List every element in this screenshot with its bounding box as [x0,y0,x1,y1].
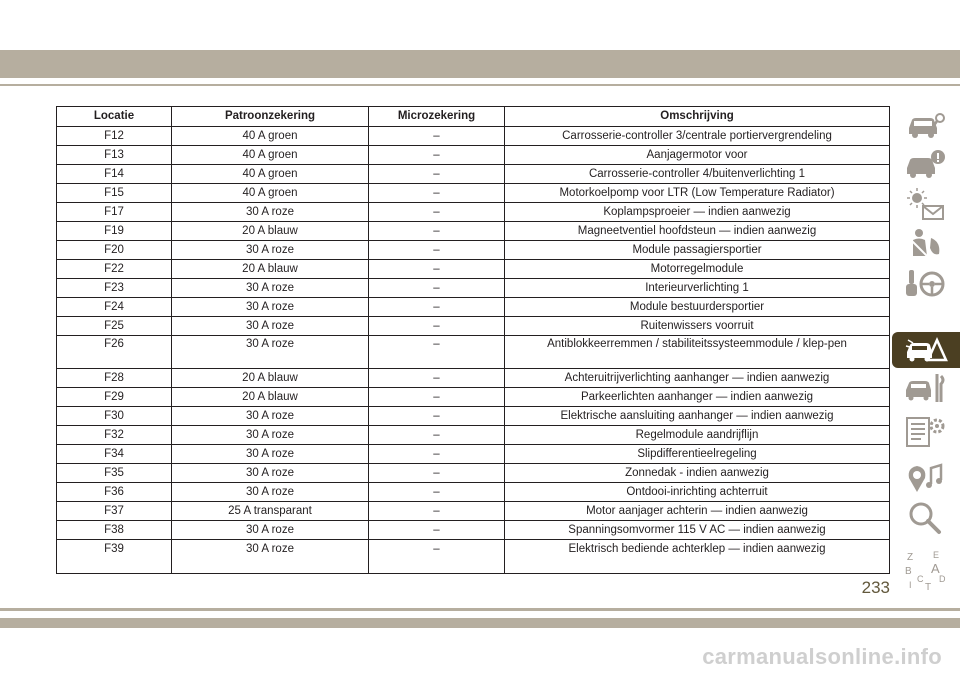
cell-location: F39 [57,540,172,574]
cell-cartridge-fuse: 40 A groen [172,184,369,203]
table-row [57,260,890,279]
cell-description: Ontdooi-inrichting achterruit [505,483,890,502]
cell-location: F36 [57,483,172,502]
cell-micro-fuse: – [369,502,505,521]
cell-location: F14 [57,165,172,184]
cell-micro-fuse: – [369,407,505,426]
cell-description: Spanningsomvormer 115 V AC — indien aanwezig [505,521,890,540]
cell-micro-fuse: – [369,146,505,165]
cell-description: Parkeerlichten aanhanger — indien aanwezig [505,388,890,407]
table-row [57,146,890,165]
cell-cartridge-fuse: 40 A groen [172,146,369,165]
cell-cartridge-fuse: 20 A blauw [172,388,369,407]
tab-specifications[interactable] [890,414,960,450]
cell-location: F34 [57,445,172,464]
table-row [57,279,890,298]
cell-micro-fuse: – [369,336,505,369]
table-row [57,184,890,203]
alphabet-index-icon [903,548,947,592]
table-row [57,369,890,388]
cell-location: F37 [57,502,172,521]
svg-text:D: D [939,574,946,584]
table-row [57,483,890,502]
fuse-table [56,106,890,574]
table-row [57,165,890,184]
tab-car-key[interactable] [890,106,960,142]
multimedia-navigation-icon [903,460,947,496]
header-location: Locatie [57,107,172,127]
cell-location: F23 [57,279,172,298]
fuse-table-body [57,127,890,574]
header-cartridge-fuse: Patroonzekering [172,107,369,127]
table-row [57,298,890,317]
header-micro-fuse: Microzekering [369,107,505,127]
cell-description: Magneetventiel hoofdsteun — indien aanwezig [505,222,890,241]
chapter-sidebar [890,100,960,610]
steering-wheel-start-icon [903,266,947,302]
cell-description: Aanjagermotor voor [505,146,890,165]
cell-location: F32 [57,426,172,445]
cell-location: F26 [57,336,172,369]
cell-location: F17 [57,203,172,222]
page-number: 233 [861,578,890,597]
cell-cartridge-fuse: 20 A blauw [172,260,369,279]
search-magnifier-icon [903,500,947,536]
table-row [57,426,890,445]
cell-micro-fuse: – [369,464,505,483]
tab-safety[interactable] [890,226,960,262]
cell-location: F20 [57,241,172,260]
cell-description: Koplampsproeier — indien aanwezig [505,203,890,222]
cell-micro-fuse: – [369,184,505,203]
cell-cartridge-fuse: 30 A roze [172,336,369,369]
cell-cartridge-fuse: 30 A roze [172,317,369,336]
table-row [57,241,890,260]
cell-cartridge-fuse: 40 A groen [172,165,369,184]
cell-description: Motor aanjager achterin — indien aanwezig [505,502,890,521]
cell-cartridge-fuse: 30 A roze [172,407,369,426]
tab-starting-driving[interactable] [890,266,960,302]
cell-description: Motorkoelpomp voor LTR (Low Temperature Radiator) [505,184,890,203]
cell-cartridge-fuse: 30 A roze [172,241,369,260]
cell-micro-fuse: – [369,222,505,241]
cell-micro-fuse: – [369,279,505,298]
cell-cartridge-fuse: 30 A roze [172,521,369,540]
cell-description: Motorregelmodule [505,260,890,279]
table-row [57,388,890,407]
table-header-row [57,107,890,127]
car-key-icon [903,106,947,142]
cell-cartridge-fuse: 30 A roze [172,540,369,574]
header-rule [0,84,960,86]
table-row [57,317,890,336]
cell-location: F13 [57,146,172,165]
table-row [57,127,890,146]
footer-rule [0,608,960,611]
cell-micro-fuse: – [369,426,505,445]
cell-cartridge-fuse: 30 A roze [172,279,369,298]
watermark: carmanualsonline.info [702,644,942,669]
svg-text:B: B [905,566,912,577]
cell-micro-fuse: – [369,260,505,279]
tab-car-info[interactable] [890,146,960,182]
cell-cartridge-fuse: 30 A roze [172,483,369,502]
cell-cartridge-fuse: 30 A roze [172,426,369,445]
table-row [57,502,890,521]
cell-micro-fuse: – [369,540,505,574]
cell-cartridge-fuse: 30 A roze [172,445,369,464]
cell-cartridge-fuse: 30 A roze [172,203,369,222]
cell-description: Regelmodule aandrijflijn [505,426,890,445]
cell-micro-fuse: – [369,241,505,260]
cell-cartridge-fuse: 30 A roze [172,464,369,483]
table-row [57,336,890,369]
cell-location: F19 [57,222,172,241]
cell-description: Module passagiersportier [505,241,890,260]
cell-cartridge-fuse: 40 A groen [172,127,369,146]
tab-emergencies[interactable] [892,332,960,368]
tab-warning-lights[interactable] [890,186,960,222]
cell-description: Ruitenwissers voorruit [505,317,890,336]
cell-description: Carrosserie-controller 3/centrale portiervergrendeling [505,127,890,146]
cell-location: F38 [57,521,172,540]
header-band [0,50,960,78]
footer-band [0,618,960,628]
car-service-tools-icon [903,370,947,406]
cell-location: F35 [57,464,172,483]
car-info-icon [903,146,947,182]
table-row [57,540,890,574]
table-row [57,407,890,426]
tab-customer-assistance[interactable] [890,500,960,536]
cell-location: F29 [57,388,172,407]
cell-location: F30 [57,407,172,426]
cell-micro-fuse: – [369,445,505,464]
cell-location: F12 [57,127,172,146]
svg-text:A: A [931,561,940,576]
cell-location: F24 [57,298,172,317]
cell-location: F28 [57,369,172,388]
svg-text:C: C [917,574,924,584]
cell-micro-fuse: – [369,203,505,222]
table-row [57,203,890,222]
header-description: Omschrijving [505,107,890,127]
tab-multimedia[interactable] [890,460,960,496]
cell-cartridge-fuse: 25 A transparant [172,502,369,521]
table-row [57,222,890,241]
cell-description: Module bestuurdersportier [505,298,890,317]
cell-location: F22 [57,260,172,279]
cell-description: Slipdifferentieelregeling [505,445,890,464]
tab-servicing[interactable] [890,370,960,406]
warning-light-message-icon [903,186,947,222]
cell-micro-fuse: – [369,521,505,540]
cell-location: F25 [57,317,172,336]
cell-micro-fuse: – [369,298,505,317]
svg-text:T: T [925,582,932,592]
table-row [57,521,890,540]
cell-description: Elektrische aansluiting aanhanger — indien aanwezig [505,407,890,426]
cell-description: Carrosserie-controller 4/buitenverlichting 1 [505,165,890,184]
svg-text:I: I [909,580,912,590]
table-row [57,464,890,483]
svg-text:E: E [933,550,940,560]
cell-micro-fuse: – [369,369,505,388]
specifications-gear-icon [903,414,947,450]
cell-micro-fuse: – [369,317,505,336]
table-row [57,445,890,464]
seatbelt-airbag-icon [903,226,947,262]
cell-description: Zonnedak - indien aanwezig [505,464,890,483]
cell-description: Antiblokkeerremmen / stabiliteitssysteemmodule / klep-pen [505,336,890,369]
cell-micro-fuse: – [369,127,505,146]
cell-location: F15 [57,184,172,203]
cell-cartridge-fuse: 20 A blauw [172,369,369,388]
cell-cartridge-fuse: 20 A blauw [172,222,369,241]
svg-text:Z: Z [907,552,914,563]
cell-description: Achteruitrijverlichting aanhanger — indien aanwezig [505,369,890,388]
car-breakdown-warning-icon [904,332,948,368]
cell-micro-fuse: – [369,165,505,184]
cell-micro-fuse: – [369,483,505,502]
cell-cartridge-fuse: 30 A roze [172,298,369,317]
cell-micro-fuse: – [369,388,505,407]
cell-description: Elektrisch bediende achterklep — indien aanwezig [505,540,890,574]
cell-description: Interieurverlichting 1 [505,279,890,298]
tab-index[interactable] [890,548,960,592]
